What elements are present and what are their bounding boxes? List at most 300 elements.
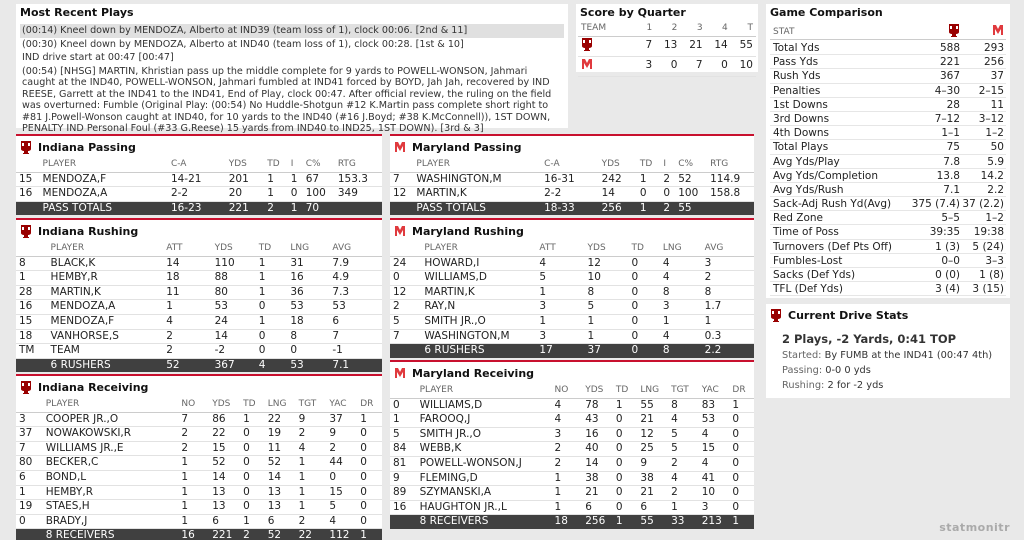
cell: 100 — [303, 187, 335, 202]
cell: 2 — [178, 427, 209, 442]
cell: COOPER JR.,O — [43, 412, 179, 427]
stat-label: Avg Yds/Play — [773, 155, 840, 168]
score-table — [578, 22, 756, 77]
stat-label: Rush Yds — [773, 70, 821, 83]
cell: 0 — [357, 470, 382, 485]
score-cell: 3 — [630, 56, 655, 76]
cell: 1 — [264, 172, 288, 187]
cell: 1 — [256, 285, 288, 300]
drive-passing: Passing: 0-0 0 yds — [782, 365, 871, 376]
cell: 7 — [16, 441, 43, 456]
drive-started: Started: By FUMB at the IND41 (00:47 4th) — [782, 350, 993, 361]
cell: TEAM — [48, 344, 164, 359]
cell — [390, 384, 417, 398]
cell: 88 — [212, 271, 256, 286]
cell: 0 — [613, 456, 638, 471]
cell: 12 — [585, 256, 629, 271]
cell: 55 — [675, 201, 707, 215]
cell: 14 — [599, 187, 637, 202]
cell: DR — [357, 398, 382, 412]
comparison-row — [770, 126, 1006, 140]
cell: 18-33 — [541, 201, 598, 215]
cell: 6 — [16, 470, 43, 485]
cell: 4 — [668, 413, 699, 428]
cell: 0 — [256, 300, 288, 315]
cell: 6 RUSHERS — [48, 358, 164, 372]
cell: YAC — [699, 384, 730, 398]
cell: 0 — [660, 187, 675, 202]
cell: 6 — [209, 514, 240, 529]
cell: YDS — [585, 242, 629, 256]
cell: 1 — [552, 486, 583, 501]
ind-passing-title: Indiana Passing — [38, 140, 136, 154]
cell: 1 — [296, 485, 327, 500]
stat-value: 1–1 — [941, 127, 960, 140]
cell: 1 — [288, 201, 303, 215]
cell: 1 — [256, 271, 288, 286]
cell: 22 — [296, 529, 327, 540]
cell: 36 — [287, 285, 329, 300]
cell: 1 — [613, 515, 638, 529]
cell: 8 — [660, 285, 702, 300]
table-row — [390, 256, 754, 271]
stat-value: 7.1 — [943, 183, 960, 196]
cell: 55 — [637, 398, 668, 413]
cell: 9 — [637, 456, 668, 471]
score-cell: 10 — [731, 56, 756, 76]
cell: 2 — [163, 344, 211, 359]
totals-row — [16, 201, 382, 215]
comparison-row — [770, 225, 1006, 239]
indiana-receiving-panel — [16, 374, 382, 538]
table-row — [16, 187, 382, 202]
cell: 12 — [637, 427, 668, 442]
cell: 52 — [265, 456, 296, 471]
cell: 0 — [240, 500, 265, 515]
stat-value: 221 — [939, 56, 960, 69]
ind-passing-table — [16, 158, 382, 215]
totals-row — [390, 515, 754, 529]
cell: 53 — [329, 300, 382, 315]
drive-rushing: Rushing: 2 for -2 yds — [782, 380, 884, 391]
cell: 112 — [326, 529, 357, 540]
cell: 0 — [613, 442, 638, 457]
cell: 16 — [582, 427, 613, 442]
cell: 1 — [637, 172, 660, 187]
stat-label: Total Plays — [773, 141, 829, 154]
cell: 15 — [699, 442, 730, 457]
stat-value: 3 (4) — [935, 283, 960, 296]
maryland-logo-icon — [394, 140, 406, 154]
stat-label: Avg Yds/Rush — [773, 183, 844, 196]
cell: 16-23 — [168, 201, 226, 215]
stat-value: 3–3 — [985, 254, 1004, 267]
totals-row — [390, 201, 754, 215]
cell — [335, 201, 382, 215]
stat-value: 2.2 — [987, 183, 1004, 196]
stat-label: Time of Poss — [773, 226, 839, 239]
table-row — [390, 486, 754, 501]
cell: 53 — [287, 300, 329, 315]
cell: 7.3 — [329, 285, 382, 300]
cell: 8 — [585, 285, 629, 300]
cell: 16-31 — [541, 172, 598, 187]
cell: 1 — [536, 285, 584, 300]
cell — [16, 529, 43, 540]
cell: 1 — [702, 314, 754, 329]
cell: 4 — [699, 427, 730, 442]
cell: 3 — [16, 412, 43, 427]
stat-label: Sacks (Def Yds) — [773, 269, 856, 281]
cell: 2 — [264, 201, 288, 215]
table-row — [390, 413, 754, 428]
cell: 22 — [265, 412, 296, 427]
cell: BOND,L — [43, 470, 179, 485]
cell: 1 — [357, 412, 382, 427]
cell: BECKER,C — [43, 456, 179, 471]
cell: 1 — [240, 412, 265, 427]
cell: 1 — [296, 456, 327, 471]
cell: 3 — [536, 300, 584, 315]
cell: 5 — [326, 500, 357, 515]
stat-value: 1 (8) — [979, 269, 1004, 281]
table-row — [16, 271, 382, 286]
indiana-rushing-panel — [16, 218, 382, 371]
cell — [16, 201, 40, 215]
cell: NO — [552, 384, 583, 398]
cell: MENDOZA,F — [48, 314, 164, 329]
cell: 3 — [702, 256, 754, 271]
indiana-logo-icon — [20, 140, 32, 154]
score-cell: 55 — [731, 36, 756, 56]
cell: 67 — [303, 172, 335, 187]
cell: 10 — [699, 486, 730, 501]
cell: 17 — [536, 344, 584, 358]
stat-value: 4–30 — [934, 84, 960, 97]
cell: MENDOZA,F — [40, 172, 168, 187]
cell: 16 — [390, 500, 417, 515]
cell: 4 — [552, 413, 583, 428]
maryland-logo-icon — [581, 57, 593, 71]
drive-panel — [766, 304, 1010, 398]
col-team: TEAM — [578, 22, 630, 36]
ind-receiving-title: Indiana Receiving — [38, 380, 149, 394]
cell: 6 — [637, 500, 668, 515]
cell: 28 — [16, 285, 48, 300]
table-row — [390, 442, 754, 457]
table-row — [16, 456, 382, 471]
cell: 0 — [357, 441, 382, 456]
stat-value: 588 — [939, 42, 960, 54]
table-row — [16, 314, 382, 329]
table-row — [16, 470, 382, 485]
cell: 9 — [296, 412, 327, 427]
cell: 0 — [729, 413, 754, 428]
col-q4: 4 — [706, 22, 731, 36]
cell: 367 — [212, 358, 256, 372]
cell: TD — [240, 398, 265, 412]
maryland-logo-icon — [394, 366, 406, 380]
cell: MARTIN,K — [421, 285, 536, 300]
cell: AVG — [702, 242, 754, 256]
stat-label: Red Zone — [773, 212, 824, 225]
cell: 55 — [637, 515, 668, 529]
table-row — [16, 500, 382, 515]
cell: 12 — [390, 285, 421, 300]
recent-plays-panel — [16, 4, 568, 134]
cell: 1 — [256, 314, 288, 329]
table-row — [390, 427, 754, 442]
cell: 0 — [628, 300, 659, 315]
stat-value: 5.9 — [987, 155, 1004, 168]
cell: 0 — [729, 486, 754, 501]
cell: 89 — [390, 486, 417, 501]
cell: 19 — [265, 427, 296, 442]
md-receiving-title: Maryland Receiving — [412, 366, 535, 380]
col-total: T — [731, 22, 756, 36]
cell: 4 — [660, 271, 702, 286]
cell: SMITH JR.,O — [417, 427, 552, 442]
cell: HEMBY,R — [48, 271, 164, 286]
col-q3: 3 — [680, 22, 705, 36]
table-row — [16, 441, 382, 456]
cell: 2 — [702, 271, 754, 286]
cell: MARTIN,K — [413, 187, 541, 202]
stat-col-label: STAT — [773, 26, 795, 37]
cell: 7 — [178, 412, 209, 427]
table-row — [16, 344, 382, 359]
indiana-logo-icon — [948, 23, 960, 37]
comparison-row — [770, 254, 1006, 268]
cell: C-A — [541, 158, 598, 172]
cell: 1 — [163, 300, 211, 315]
cell: 14 — [163, 256, 211, 271]
cell: LNG — [637, 384, 668, 398]
cell: 4 — [536, 256, 584, 271]
cell: 2 — [240, 529, 265, 540]
score-panel — [576, 4, 758, 72]
table-row — [16, 412, 382, 427]
cell: YDS — [209, 398, 240, 412]
cell: PLAYER — [43, 398, 179, 412]
maryland-logo-icon — [992, 23, 1004, 37]
cell: 5 — [390, 427, 417, 442]
cell: SMITH JR.,O — [421, 314, 536, 329]
cell: 8 — [660, 344, 702, 358]
cell: 16 — [16, 187, 40, 202]
cell: YDS — [582, 384, 613, 398]
cell: LNG — [660, 242, 702, 256]
stat-value: 5–5 — [941, 212, 960, 225]
cell: 24 — [390, 256, 421, 271]
cell: 0 — [628, 314, 659, 329]
play-item[interactable]: (00:30) Kneel down by MENDOZA, Alberto at IND40 (team loss of 1), clock 00:28. [1st & 10] — [22, 38, 464, 50]
cell: 4 — [296, 441, 327, 456]
cell: NO — [178, 398, 209, 412]
cell: 0 — [357, 485, 382, 500]
cell — [390, 344, 421, 358]
cell: 40 — [582, 442, 613, 457]
cell: 1 — [296, 470, 327, 485]
cell: 52 — [163, 358, 211, 372]
cell: 1 — [16, 271, 48, 286]
cell: SZYMANSKI,A — [417, 486, 552, 501]
md-rushing-table — [390, 242, 754, 358]
indiana-logo-icon — [581, 37, 593, 51]
table-row — [16, 172, 382, 187]
cell: 44 — [326, 456, 357, 471]
comparison-panel — [766, 4, 1010, 298]
cell: 242 — [599, 172, 637, 187]
cell: 8 RECEIVERS — [43, 529, 179, 540]
comparison-row — [770, 240, 1006, 254]
cell: 1 — [668, 500, 699, 515]
stat-value: 1–2 — [985, 127, 1004, 140]
cell: 15 — [16, 314, 48, 329]
cell: 1 — [552, 500, 583, 515]
cell: DR — [729, 384, 754, 398]
cell: BRADY,J — [43, 514, 179, 529]
comparison-row — [770, 183, 1006, 197]
table-row — [16, 329, 382, 344]
cell: 18 — [552, 515, 583, 529]
cell: 81 — [390, 456, 417, 471]
cell: 213 — [699, 515, 730, 529]
score-row-maryland — [578, 56, 756, 76]
cell: PLAYER — [413, 158, 541, 172]
cell: WEBB,K — [417, 442, 552, 457]
cell: 4 — [326, 514, 357, 529]
indiana-passing-panel — [16, 134, 382, 212]
comparison-header — [770, 24, 1006, 40]
cell — [16, 398, 43, 412]
cell: 7.1 — [329, 358, 382, 372]
cell: 15 — [209, 441, 240, 456]
comparison-row — [770, 268, 1006, 282]
cell: 1 — [178, 485, 209, 500]
cell: 5 — [585, 300, 629, 315]
cell: TD — [613, 384, 638, 398]
cell: 5 — [390, 314, 421, 329]
cell: I — [288, 158, 303, 172]
cell: -2 — [212, 344, 256, 359]
comparison-row — [770, 112, 1006, 126]
cell: 1 — [729, 398, 754, 413]
header-row — [16, 242, 382, 256]
cell: 21 — [637, 486, 668, 501]
play-item[interactable]: (00:14) Kneel down by MENDOZA, Alberto at IND39 (team loss of 1), clock 00:06. [2nd & 11] — [20, 24, 564, 38]
cell — [16, 158, 40, 172]
cell: 80 — [16, 456, 43, 471]
cell: 1 — [296, 500, 327, 515]
cell: 0 — [287, 344, 329, 359]
cell: 4 — [668, 471, 699, 486]
cell: PLAYER — [417, 384, 552, 398]
cell: 0 — [628, 329, 659, 344]
cell: 70 — [303, 201, 335, 215]
play-item[interactable]: (00:54) [NHSG] MARTIN, Khristian pass up the middle complete for 9 yards to POWELL-WONSON, Jahmari caught at the IND40, POWELL-WONSON, Jahmari fumbled at IND41 forced by BOYD, Jah Jah, recovered by IND REESE, Garrett at the IND41 to the IND41, End of Play, clock 00:47. After official review, the ruling on the field was overturned: Fumble (Original Play: (00:54) No Huddle-Shotgun #12 K.Martin pass complete short right to #81 J.Powell-Wonson caught at IND40, for 10 yards to the IND40 (#16 J.Boyd; #38 K.McConnell)), 1ST DOWN, PENALTY IND Personal Foul (#33 G.Reese) 15 yards from IND40 to IND25, 1ST DOWN). [3rd & 3] — [22, 65, 552, 134]
cell: 37 — [16, 427, 43, 442]
cell: 1 — [536, 314, 584, 329]
play-item[interactable]: IND drive start at 00:47 [00:47] — [22, 52, 174, 63]
cell: 0 — [613, 471, 638, 486]
stat-label: 3rd Downs — [773, 112, 830, 125]
cell: 0 — [613, 500, 638, 515]
col-q2: 2 — [655, 22, 680, 36]
cell: TD — [256, 242, 288, 256]
cell: 1 — [390, 413, 417, 428]
stat-value: 14.2 — [980, 169, 1004, 182]
drive-summary: 2 Plays, -2 Yards, 0:41 TOP — [782, 332, 957, 346]
comparison-row — [770, 140, 1006, 154]
cell: 33 — [668, 515, 699, 529]
cell: WILLIAMS JR.,E — [43, 441, 179, 456]
cell: 3 — [660, 300, 702, 315]
cell: 0 — [357, 500, 382, 515]
cell: 8 — [16, 256, 48, 271]
col-q1: 1 — [630, 22, 655, 36]
comparison-row — [770, 282, 1006, 296]
cell: 9 — [326, 427, 357, 442]
cell: 2 — [552, 442, 583, 457]
stat-value: 19:38 — [973, 226, 1004, 239]
stat-label: 1st Downs — [773, 98, 828, 111]
cell: 256 — [582, 515, 613, 529]
ind-rushing-title: Indiana Rushing — [38, 224, 139, 238]
stat-label: 4th Downs — [773, 127, 830, 140]
stat-value: 37 (2.2) — [962, 198, 1004, 211]
cell: 37 — [585, 344, 629, 358]
comparison-title: Game Comparison — [770, 6, 883, 19]
cell — [16, 242, 48, 256]
cell: TD — [264, 158, 288, 172]
stat-label: TFL (Def Yds) — [773, 283, 843, 296]
cell: NOWAKOWSKI,R — [43, 427, 179, 442]
cell: 1 — [637, 201, 660, 215]
cell: 1 — [178, 470, 209, 485]
md-rushing-title: Maryland Rushing — [412, 224, 524, 238]
stat-value: 5 (24) — [972, 240, 1004, 253]
cell: C-A — [168, 158, 226, 172]
cell: LNG — [265, 398, 296, 412]
plays-list[interactable] — [20, 24, 564, 136]
cell: 0.3 — [702, 329, 754, 344]
score-cell: 13 — [655, 36, 680, 56]
cell: 2 — [668, 486, 699, 501]
cell: 12 — [390, 187, 413, 202]
maryland-receiving-panel — [390, 360, 754, 528]
cell: AVG — [329, 242, 382, 256]
stat-label: Fumbles-Lost — [773, 254, 843, 267]
cell: 0 — [390, 398, 417, 413]
md-passing-title: Maryland Passing — [412, 140, 522, 154]
cell: YDS — [212, 242, 256, 256]
cell — [390, 201, 413, 215]
cell: 0 — [16, 514, 43, 529]
stat-value: 0–0 — [941, 254, 960, 267]
cell: TM — [16, 344, 48, 359]
cell: YAC — [326, 398, 357, 412]
table-row — [16, 514, 382, 529]
maryland-rushing-panel — [390, 218, 754, 357]
cell: 15 — [326, 485, 357, 500]
cell: 2 — [552, 456, 583, 471]
cell: TD — [637, 158, 660, 172]
cell: POWELL-WONSON,J — [417, 456, 552, 471]
stat-label: Avg Yds/Completion — [773, 169, 879, 182]
cell: 0 — [628, 285, 659, 300]
maryland-logo-icon — [394, 224, 406, 238]
